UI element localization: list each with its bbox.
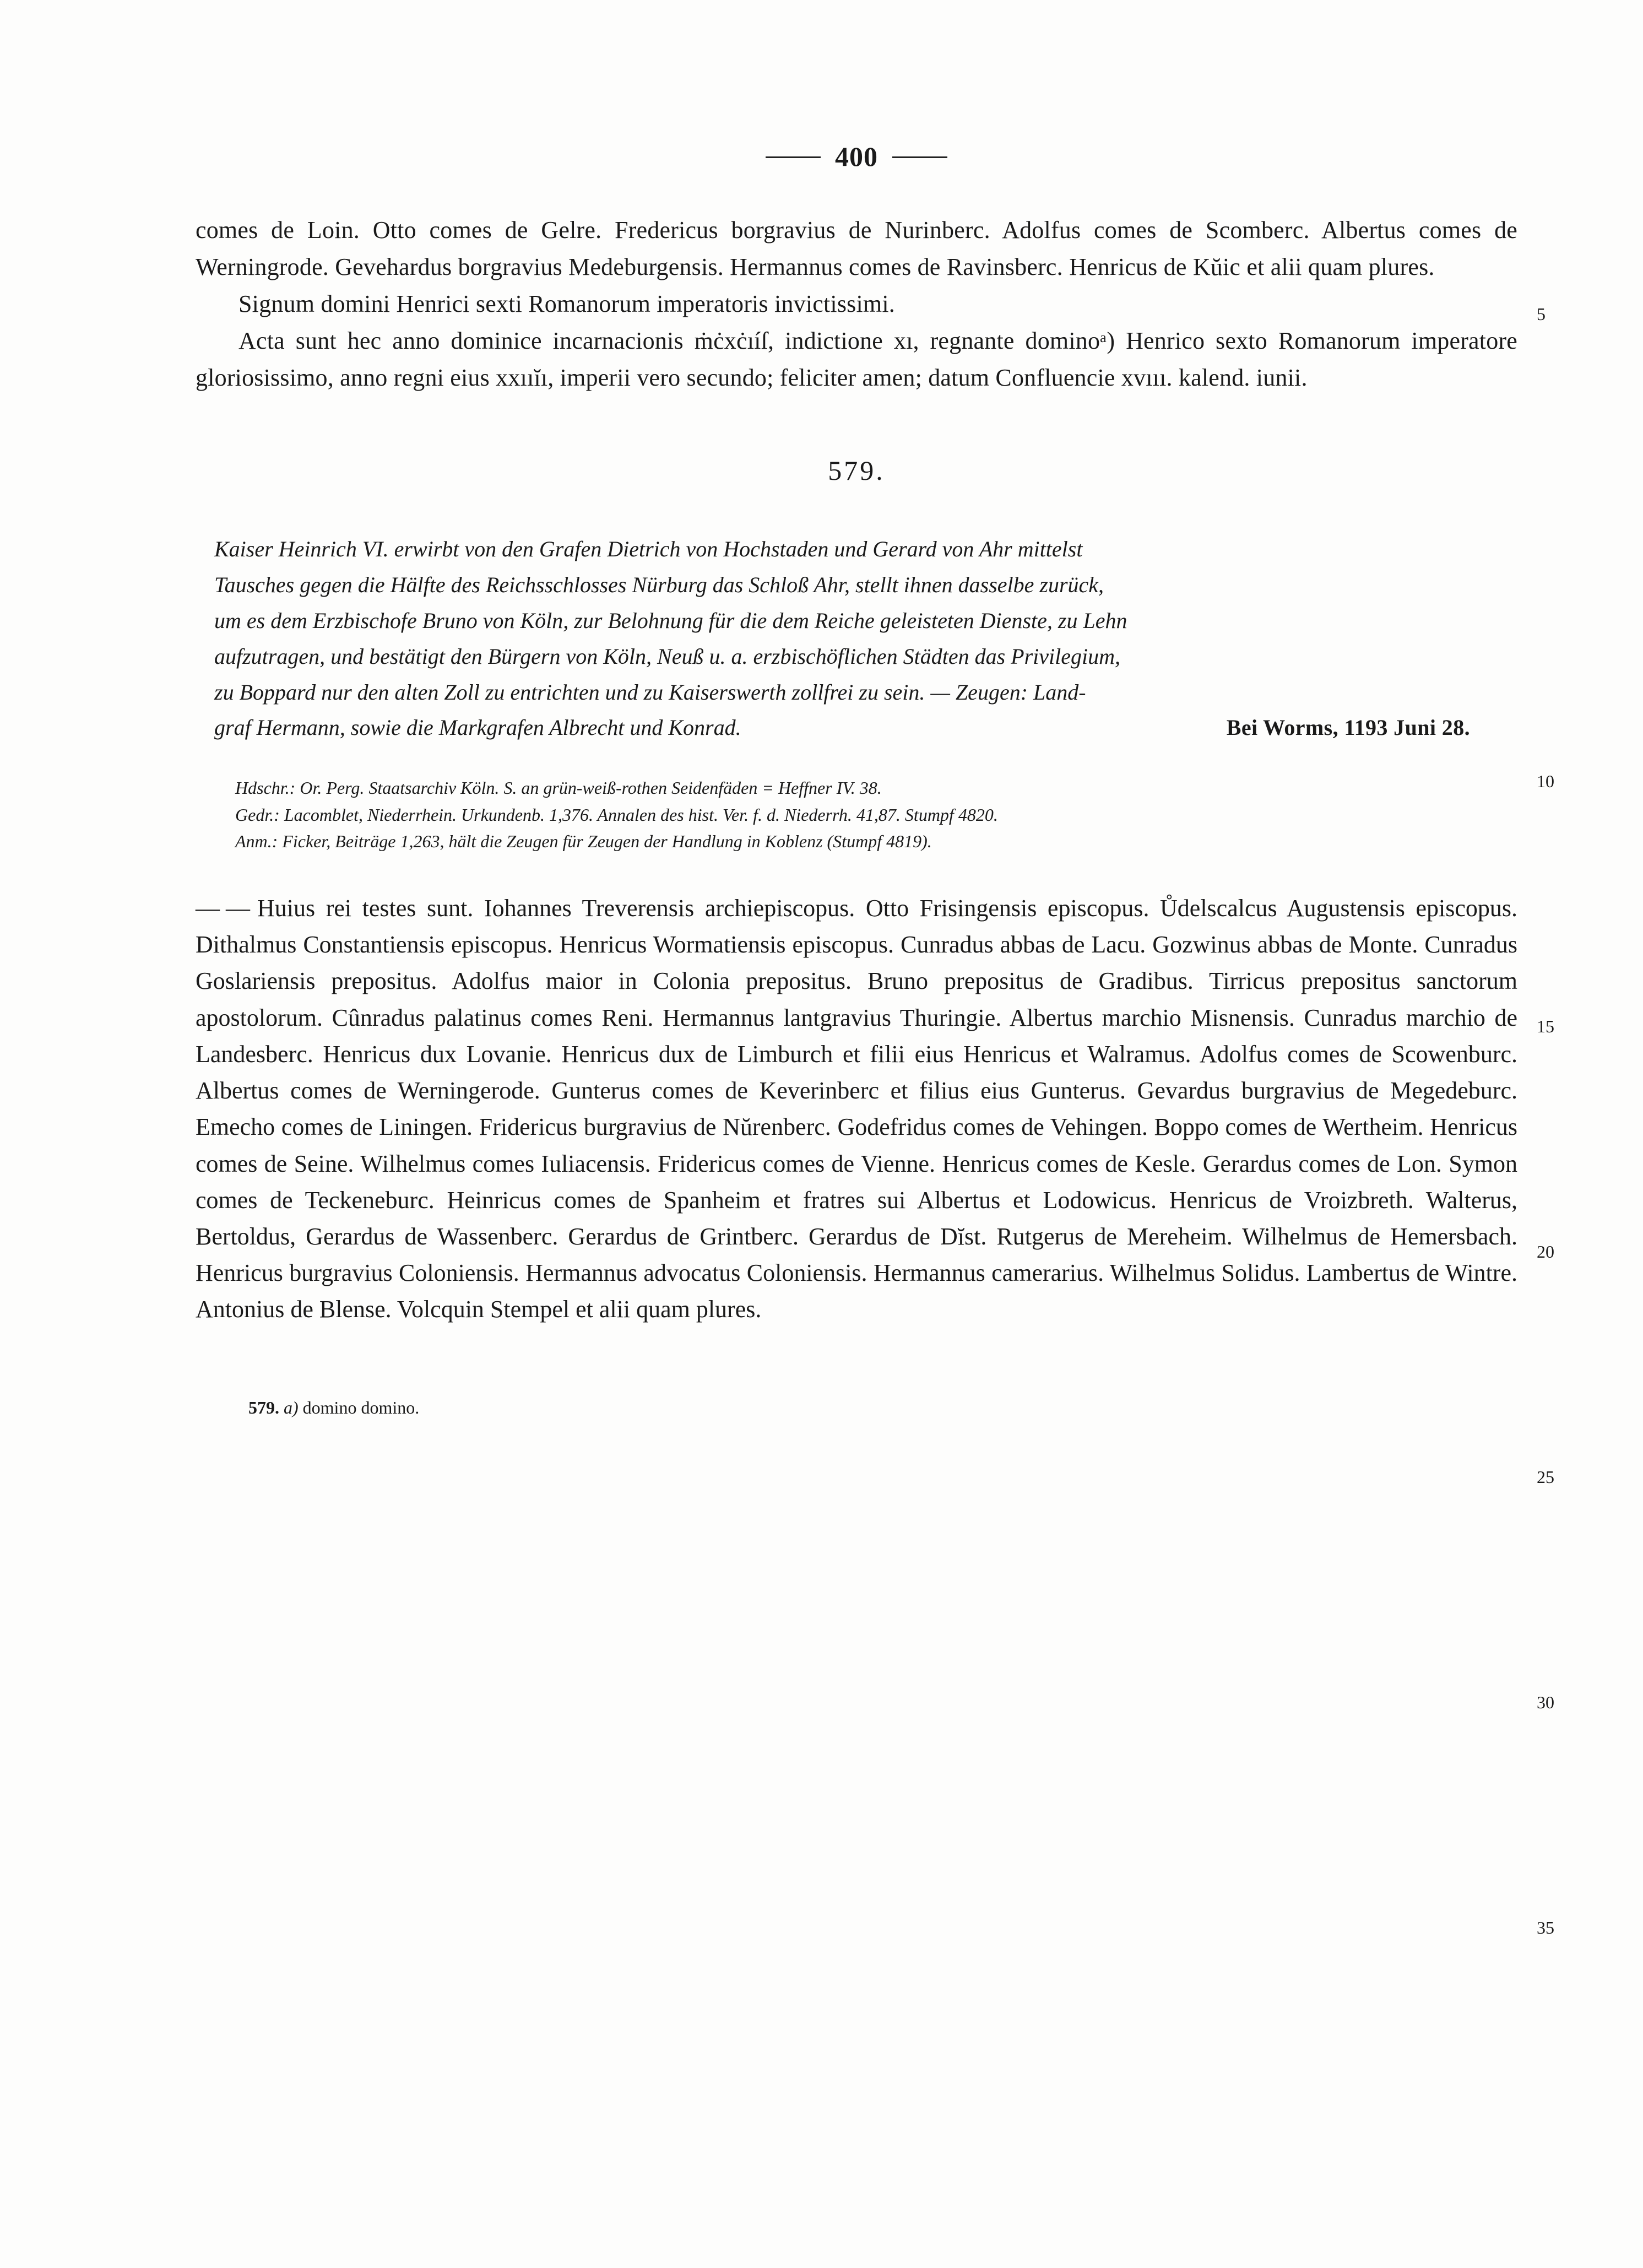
witness-list-lead: — — — [196, 895, 250, 922]
apparatus-note: Anm.: Ficker, Beiträge 1,263, hält die Zeugen für Zeugen der Handlung in Koblenz (Stumpf 4819). — [235, 831, 932, 852]
charter-continuation — [196, 212, 1517, 396]
apparatus-printed: Gedr.: Lacomblet, Niederrhein. Urkundenb. 1,376. Annalen des hist. Ver. f. d. Niederrh. 41,87. Stumpf 4820. — [235, 804, 998, 825]
footnote-number: 579. — [248, 1397, 279, 1417]
page-header — [196, 140, 1517, 172]
regest-line: aufzutragen, und bestätigt den Bürgern von Köln, Neuß u. a. erzbischöflichen Städten das Privilegium, — [214, 643, 1121, 669]
line-number: 5 — [1537, 304, 1546, 324]
line-number: 20 — [1537, 1242, 1554, 1262]
line-number: 25 — [1537, 1467, 1554, 1487]
line-number: 30 — [1537, 1692, 1554, 1712]
acta-paragraph: Acta sunt hec anno dominice incarnacionis ṁċxċıíſ, indictione xı, regnante dominoᵃ) Henrico sexto Romanorum imperatore gloriosissimo, anno regni eius xxııĭı, imperii vero secundo; feliciter amen; datum Confluencie xvııı. kalend. iunii. — [196, 327, 1517, 391]
header-rule-left — [766, 156, 821, 158]
regest-line: Kaiser Heinrich VI. erwirbt von den Grafen Dietrich von Hochstaden und Gerard von Ahr mittelst — [214, 537, 1083, 562]
line-number: 35 — [1537, 1918, 1554, 1937]
page-number: 400 — [835, 141, 878, 172]
footnote-marker: a) — [284, 1397, 299, 1417]
regest-line: graf Hermann, sowie die Markgrafen Albrecht und Konrad. — [214, 715, 741, 740]
place-and-date: Bei Worms, 1193 Juni 28. — [1226, 715, 1470, 740]
critical-apparatus — [235, 775, 1474, 855]
charter-number: 579. — [828, 455, 885, 486]
regest-line: um es dem Erzbischofe Bruno von Köln, zur Belohnung für die dem Reiche geleisteten Dienste, zu Lehn — [214, 608, 1127, 633]
apparatus-manuscript: Hdschr.: Or. Perg. Staatsarchiv Köln. S. an grün-weiß-rothen Seidenfäden = Heffner IV. 38. — [235, 778, 882, 798]
footnote-text: domino domino. — [302, 1397, 420, 1417]
regest-line: zu Boppard nur den alten Zoll zu entrichten und zu Kaiserswerth zollfrei zu sein. — Zeugen: Land- — [214, 679, 1086, 705]
page-content — [196, 140, 1517, 1418]
regest-summary — [214, 532, 1470, 746]
footnote — [248, 1398, 1517, 1418]
witness-list — [196, 890, 1517, 1328]
witness-paragraph: comes de Loin. Otto comes de Gelre. Fredericus borgravius de Nurinberc. Adolfus comes de Scomberc. Albertus comes de Werningrode. Gevehardus borgravius Medeburgensis. Hermannus comes de Ravinsberc. Henricus de Kŭic et alii quam plures. — [196, 216, 1517, 280]
signum-paragraph: Signum domini Henrici sexti Romanorum imperatoris invictissimi. — [238, 290, 895, 317]
regest-last-line — [214, 710, 1470, 746]
witness-list-text: Huius rei testes sunt. Iohannes Treverensis archiepiscopus. Otto Frisingensis episcopus. Ůdelscalcus Augustensis episcopus. Dithalmus Constantiensis episcopus. Henricus Wormatiensis episcopus. Cunradus abbas de Lacu. Gozwinus abbas de Monte. Cunradus Goslariensis prepositus. Adolfus maior in Colonia prepositus. Bruno prepositus de Gradibus. Tirricus prepositus sanctorum apostolorum. Cûnradus palatinus comes Reni. Hermannus lantgravius Thuringie. Albertus marchio Misnensis. Cunradus marchio de Landesberc. Henricus dux Lovanie. Henricus dux de Limburch et filii eius Henricus et Walramus. Adolfus comes de Scowenburc. Albertus comes de Werningerode. Gunterus comes de Keverinberc et filius eius Gunterus. Gevardus burgravius de Megedeburc. Emecho comes de Liningen. Fridericus burgravius de Nŭrenberc. Godefridus comes de Vehingen. Boppo comes de Wertheim. Henricus comes de Seine. Wilhelmus comes Iuliacensis. Fridericus comes de Vienne. Henricus comes de Kesle. Gerardus comes de Lon. Symon comes de Teckeneburc. Heinricus comes de Spanheim et fratres sui Albertus et Lodowicus. Henricus de Vroizbreth. Walterus, Bertoldus, Gerardus de Wassenberc. Gerardus de Grintberc. Gerardus de Dĭst. Rutgerus de Mereheim. Wilhelmus de Hemersbach. Henricus burgravius Coloniensis. Hermannus advocatus Coloniensis. Hermannus camerarius. Wilhelmus Solidus. Lambertus de Wintre. Antonius de Blense. Volcquin Stempel et alii quam plures. — [196, 895, 1517, 1323]
regest-line: Tausches gegen die Hälfte des Reichsschlosses Nürburg das Schloß Ahr, stellt ihnen dasselbe zurück, — [214, 572, 1104, 598]
line-number: 10 — [1537, 771, 1554, 791]
header-rule-right — [892, 156, 947, 158]
line-number: 15 — [1537, 1016, 1554, 1036]
